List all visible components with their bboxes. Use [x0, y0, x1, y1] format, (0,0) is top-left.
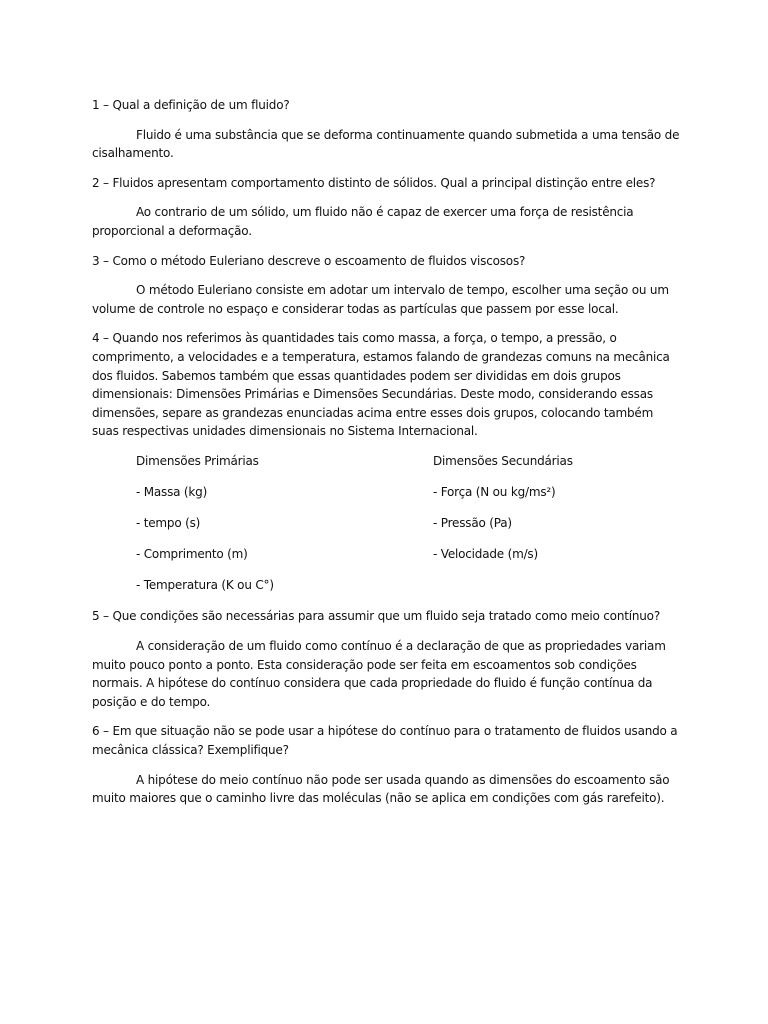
question-5: 5 – Que condições são necessárias para assumir que um fluido seja tratado como meio contínuo? — [92, 609, 660, 624]
secondary-dimensions-header: Dimensões Secundárias — [433, 453, 573, 468]
primary-item-mass: - Massa (kg) — [136, 485, 208, 499]
primary-dimensions-column — [92, 452, 387, 607]
dimensions-table — [92, 452, 682, 607]
document-page — [92, 96, 682, 819]
question-1: 1 – Qual a definição de um fluido? — [92, 98, 290, 112]
question-4: 4 – Quando nos referimos às quantidades tais como massa, a força, o tempo, a pressão, o comprimento, a velocidades e a temperatura, estamos falando de grandezas comuns na mecânica dos fluidos. Sabemos também que essas quantidades podem ser divididas em dois grupos dimensionais: Dimensões Primárias e Dimensões Secundárias. Deste modo, considerando essas dimensões, separe as grandezas enunciadas acima entre esses dois grupos, colocando também suas respectivas unidades dimensionais no Sistema Internacional. — [92, 331, 670, 439]
answer-3: O método Euleriano consiste em adotar um intervalo de tempo, escolher uma seção ou um volume de controle no espaço e considerar todas as partículas que passem por esse local. — [92, 283, 669, 316]
secondary-item-force: - Força (N ou kg/ms²) — [433, 485, 556, 499]
answer-6: A hipótese do meio contínuo não pode ser usada quando as dimensões do escoamento são muito maiores que o caminho livre das moléculas (não se aplica em condições com gás rarefeito). — [92, 772, 670, 806]
primary-item-temperature: - Temperatura (K ou C°) — [136, 578, 274, 593]
primary-item-time: - tempo (s) — [136, 516, 201, 531]
secondary-item-velocity: - Velocidade (m/s) — [433, 547, 538, 562]
answer-1: Fluido é uma substância que se deforma continuamente quando submetida a uma tensão de cisalhamento. — [92, 127, 680, 161]
secondary-dimensions-column — [387, 452, 682, 607]
secondary-item-pressure: - Pressão (Pa) — [433, 516, 512, 531]
answer-5: A consideração de um fluido como contínuo é a declaração de que as propriedades variam muito pouco ponto a ponto. Esta consideração pode ser feita em escoamentos sob condições normais. A hipótese do contínuo considera que cada propriedade do fluido é função contínua da posição e do tempo. — [92, 638, 666, 709]
question-6: 6 – Em que situação não se pode usar a hipótese do contínuo para o tratamento de fluidos usando a mecânica clássica? Exemplifique? — [92, 724, 678, 757]
primary-dimensions-header: Dimensões Primárias — [136, 453, 259, 468]
question-2: 2 – Fluidos apresentam comportamento distinto de sólidos. Qual a principal distinção entre eles? — [92, 175, 656, 190]
question-3: 3 – Como o método Euleriano descreve o escoamento de fluidos viscosos? — [92, 253, 526, 268]
answer-2: Ao contrario de um sólido, um fluido não é capaz de exercer uma força de resistência proporcional a deformação. — [92, 205, 634, 238]
primary-item-length: - Comprimento (m) — [136, 547, 248, 562]
